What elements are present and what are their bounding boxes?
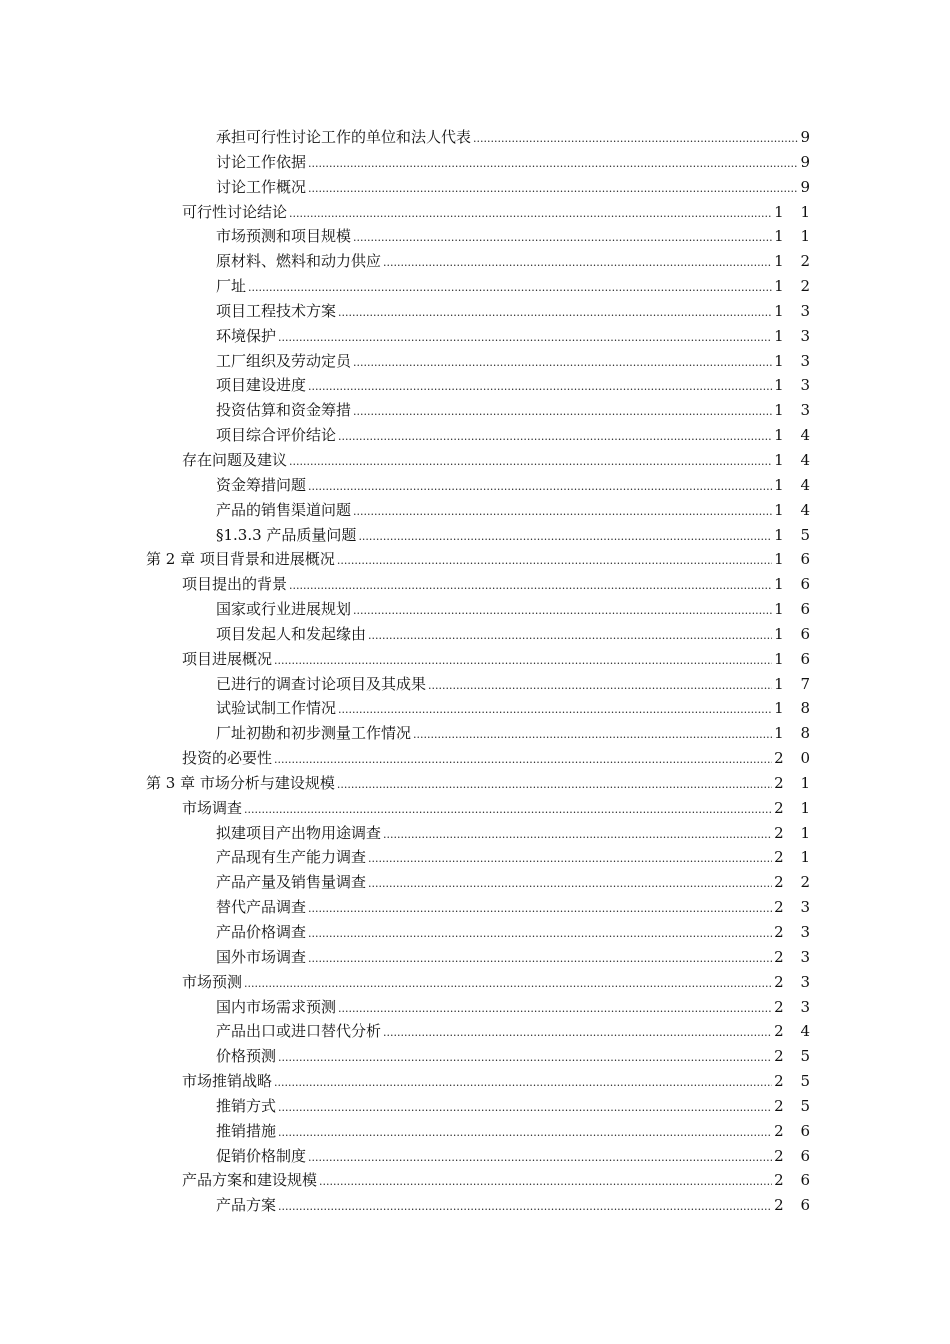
toc-entry-title: 项目发起人和发起缘由 xyxy=(216,624,367,643)
toc-entry-line xyxy=(216,473,816,500)
toc-entry[interactable] xyxy=(0,523,950,548)
toc-dot-leader xyxy=(278,1046,772,1071)
toc-entry-line xyxy=(216,349,816,376)
toc-entry-title: 厂址初勘和初步测量工作情况 xyxy=(216,724,412,743)
toc-dot-leader xyxy=(413,723,772,748)
toc-entry[interactable] xyxy=(0,696,950,721)
toc-entry-page-number: 1 2 xyxy=(774,277,816,296)
toc-entry-title: 价格预测 xyxy=(216,1047,277,1066)
toc-dot-leader xyxy=(338,997,772,1022)
toc-dot-leader xyxy=(319,1170,772,1195)
toc-entry-title: 项目综合评价结论 xyxy=(216,426,337,445)
toc-entry-line xyxy=(216,870,816,897)
toc-entry[interactable] xyxy=(0,821,950,846)
toc-entry-line xyxy=(216,696,816,723)
toc-entry-title: 项目提出的背景 xyxy=(182,575,288,594)
toc-entry-title: 产品方案 xyxy=(216,1196,277,1215)
toc-entry[interactable] xyxy=(0,150,950,175)
toc-entry-line xyxy=(216,498,816,525)
toc-dot-leader xyxy=(338,425,772,450)
toc-dot-leader xyxy=(308,922,772,947)
toc-entry[interactable] xyxy=(0,274,950,299)
toc-dot-leader xyxy=(353,400,772,425)
toc-entry-title: 原材料、燃料和动力供应 xyxy=(216,252,382,271)
toc-entry-line xyxy=(182,1069,816,1096)
toc-entry-title: 市场预测 xyxy=(182,972,243,991)
toc-entry[interactable] xyxy=(0,125,950,150)
toc-entry-title: 试验试制工作情况 xyxy=(216,699,337,718)
toc-entry[interactable] xyxy=(0,200,950,225)
toc-entry-title: 讨论工作依据 xyxy=(216,152,307,171)
toc-entry-title: 替代产品调查 xyxy=(216,898,307,917)
toc-entry-page-number: 1 6 xyxy=(774,649,816,668)
toc-entry-title: 项目工程技术方案 xyxy=(216,301,337,320)
toc-entry-page-number: 2 1 xyxy=(774,848,816,867)
toc-entry-line xyxy=(216,672,816,699)
toc-dot-leader xyxy=(289,202,772,227)
toc-entry-line xyxy=(182,1168,816,1195)
toc-entry[interactable] xyxy=(0,1044,950,1069)
toc-entry-page-number: 1 3 xyxy=(774,326,816,345)
toc-entry-title: 讨论工作概况 xyxy=(216,177,307,196)
toc-entry-line xyxy=(216,175,816,202)
toc-entry-title: 项目进展概况 xyxy=(182,649,273,668)
toc-entry-line xyxy=(146,547,816,574)
toc-dot-leader xyxy=(278,1096,772,1121)
toc-entry-line xyxy=(182,970,816,997)
toc-entry-line xyxy=(182,746,816,773)
toc-entry-title: 产品方案和建设规模 xyxy=(182,1171,318,1190)
toc-entry-page-number: 1 6 xyxy=(774,550,816,569)
toc-entry-page-number: 2 4 xyxy=(774,1022,816,1041)
toc-dot-leader xyxy=(368,847,772,872)
toc-entry-page-number: 9 xyxy=(800,152,816,171)
toc-dot-leader xyxy=(353,599,772,624)
toc-entry-line xyxy=(182,200,816,227)
toc-entry-page-number: 1 7 xyxy=(774,674,816,693)
toc-entry-line xyxy=(216,845,816,872)
toc-entry-title: 资金筹措问题 xyxy=(216,475,307,494)
toc-entry-line xyxy=(216,373,816,400)
toc-entry-page-number: 2 6 xyxy=(774,1196,816,1215)
toc-entry-line xyxy=(182,572,816,599)
toc-entry-title: 投资估算和资金筹措 xyxy=(216,401,352,420)
toc-entry-title: 国家或行业进展规划 xyxy=(216,600,352,619)
toc-entry[interactable] xyxy=(0,249,950,274)
toc-entry[interactable] xyxy=(0,920,950,945)
toc-entry-page-number: 1 4 xyxy=(774,450,816,469)
toc-entry-page-number: 1 1 xyxy=(774,227,816,246)
toc-entry[interactable] xyxy=(0,672,950,697)
toc-entry[interactable] xyxy=(0,746,950,771)
toc-entry-title: 促销价格制度 xyxy=(216,1146,307,1165)
toc-entry-page-number: 9 xyxy=(800,128,816,146)
toc-entry[interactable] xyxy=(0,448,950,473)
toc-entry[interactable] xyxy=(0,1069,950,1094)
toc-entry-line xyxy=(146,771,816,798)
toc-entry[interactable] xyxy=(0,1168,950,1193)
toc-entry-page-number: 2 6 xyxy=(774,1121,816,1140)
toc-entry-title: 厂址 xyxy=(216,277,247,296)
toc-dot-leader xyxy=(337,773,772,798)
toc-entry[interactable] xyxy=(0,845,950,870)
toc-entry[interactable] xyxy=(0,398,950,423)
toc-dot-leader xyxy=(248,276,772,301)
toc-entry-line xyxy=(216,299,816,326)
toc-entry-line xyxy=(216,125,816,152)
toc-entry[interactable] xyxy=(0,473,950,498)
toc-entry-title: 已进行的调查讨论项目及其成果 xyxy=(216,674,427,693)
toc-entry[interactable] xyxy=(0,423,950,448)
toc-dot-leader xyxy=(308,947,772,972)
toc-dot-leader xyxy=(289,574,772,599)
toc-entry-line xyxy=(216,895,816,922)
toc-entry-line xyxy=(216,523,816,550)
toc-entry-page-number: 2 1 xyxy=(774,823,816,842)
toc-entry[interactable] xyxy=(0,597,950,622)
toc-entry[interactable] xyxy=(0,647,950,672)
toc-entry[interactable] xyxy=(0,622,950,647)
toc-entry-page-number: 1 3 xyxy=(774,401,816,420)
toc-entry-line xyxy=(216,1193,816,1220)
toc-entry[interactable] xyxy=(0,324,950,349)
toc-entry-title: 产品出口或进口替代分析 xyxy=(216,1022,382,1041)
toc-entry[interactable] xyxy=(0,895,950,920)
toc-entry-page-number: 2 3 xyxy=(774,947,816,966)
toc-entry-page-number: 2 5 xyxy=(774,1047,816,1066)
toc-entry-page-number: 1 6 xyxy=(774,600,816,619)
toc-entry-title: 投资的必要性 xyxy=(182,749,273,768)
toc-dot-leader xyxy=(353,351,772,376)
toc-entry-title: 推销方式 xyxy=(216,1096,277,1115)
toc-dot-leader xyxy=(368,872,772,897)
toc-entry-line xyxy=(216,398,816,425)
toc-entry[interactable] xyxy=(0,1019,950,1044)
toc-dot-leader xyxy=(368,624,772,649)
toc-dot-leader xyxy=(308,375,772,400)
toc-entry-page-number: 2 3 xyxy=(774,898,816,917)
toc-entry-page-number: 2 3 xyxy=(774,972,816,991)
toc-entry[interactable] xyxy=(0,299,950,324)
toc-entry[interactable] xyxy=(0,945,950,970)
toc-dot-leader xyxy=(383,251,772,276)
toc-dot-leader xyxy=(278,1195,772,1220)
toc-entry-page-number: 2 2 xyxy=(774,873,816,892)
toc-entry-line xyxy=(216,1144,816,1171)
toc-entry-page-number: 2 3 xyxy=(774,923,816,941)
toc-entry-title: 存在问题及建议 xyxy=(182,450,288,469)
toc-entry-title: §1.3.3 产品质量问题 xyxy=(216,525,357,544)
toc-entry-page-number: 1 2 xyxy=(774,252,816,271)
toc-entry-title: 环境保护 xyxy=(216,326,277,345)
toc-dot-leader xyxy=(338,698,772,723)
toc-entry-line xyxy=(216,945,816,972)
toc-entry-line xyxy=(216,920,816,947)
toc-entry-title: 产品的销售渠道问题 xyxy=(216,500,352,519)
toc-entry-title: 第 2 章 项目背景和进展概况 xyxy=(146,550,335,569)
toc-dot-leader xyxy=(353,500,772,525)
toc-dot-leader xyxy=(308,152,798,177)
toc-entry-page-number: 1 3 xyxy=(774,376,816,395)
toc-entry-line xyxy=(216,249,816,276)
toc-entry-title: 市场推销战略 xyxy=(182,1072,273,1091)
toc-entry-title: 推销措施 xyxy=(216,1121,277,1140)
toc-entry[interactable] xyxy=(0,995,950,1020)
toc-entry-page-number: 2 5 xyxy=(774,1096,816,1115)
toc-entry-line xyxy=(216,324,816,351)
toc-entry-line xyxy=(216,995,816,1022)
toc-entry[interactable] xyxy=(0,498,950,523)
toc-entry-title: 拟建项目产出物用途调查 xyxy=(216,823,382,842)
toc-dot-leader xyxy=(383,823,772,848)
toc-entry-page-number: 1 8 xyxy=(774,699,816,718)
toc-entry-title: 国内市场需求预测 xyxy=(216,997,337,1016)
toc-dot-leader xyxy=(278,1121,772,1146)
toc-entry-page-number: 1 4 xyxy=(774,426,816,445)
toc-entry[interactable] xyxy=(0,721,950,746)
toc-entry-page-number: 1 4 xyxy=(774,500,816,519)
toc-entry-line xyxy=(216,423,816,450)
toc-entry-title: 承担可行性讨论工作的单位和法人代表 xyxy=(216,128,472,146)
toc-entry-page-number: 2 6 xyxy=(774,1171,816,1190)
toc-dot-leader xyxy=(289,450,772,475)
toc-entry-title: 可行性讨论结论 xyxy=(182,202,288,221)
toc-dot-leader xyxy=(308,897,772,922)
toc-entry[interactable] xyxy=(0,1144,950,1169)
toc-entry-line xyxy=(182,448,816,475)
toc-entry-page-number: 1 6 xyxy=(774,575,816,594)
toc-entry-line xyxy=(216,1119,816,1146)
toc-entry-page-number: 1 5 xyxy=(774,525,816,544)
table-of-contents xyxy=(0,125,950,1218)
toc-entry-page-number: 2 6 xyxy=(774,1146,816,1165)
toc-entry-line xyxy=(216,821,816,848)
toc-entry-title: 产品价格调查 xyxy=(216,923,307,941)
toc-entry-page-number: 1 1 xyxy=(774,202,816,221)
toc-entry-title: 市场调查 xyxy=(182,798,243,817)
toc-entry-title: 产品现有生产能力调查 xyxy=(216,848,367,867)
toc-entry-page-number: 2 0 xyxy=(774,749,816,768)
toc-entry-page-number: 2 3 xyxy=(774,997,816,1016)
toc-entry-page-number: 9 xyxy=(800,177,816,196)
toc-entry-page-number: 1 4 xyxy=(774,475,816,494)
toc-entry-page-number: 2 5 xyxy=(774,1072,816,1091)
toc-entry[interactable] xyxy=(0,796,950,821)
toc-entry-title: 国外市场调查 xyxy=(216,947,307,966)
toc-entry-line xyxy=(216,597,816,624)
toc-entry-line xyxy=(216,224,816,251)
toc-dot-leader xyxy=(274,748,772,773)
toc-dot-leader xyxy=(383,1021,772,1046)
toc-entry[interactable] xyxy=(0,224,950,249)
toc-dot-leader xyxy=(358,525,772,550)
toc-entry-line xyxy=(182,796,816,823)
toc-entry-line xyxy=(216,274,816,301)
toc-entry[interactable] xyxy=(0,1094,950,1119)
toc-entry-page-number: 2 1 xyxy=(774,773,816,792)
toc-entry-line xyxy=(216,622,816,649)
toc-entry-line xyxy=(216,1094,816,1121)
toc-entry-line xyxy=(216,1019,816,1046)
toc-entry-page-number: 1 8 xyxy=(774,724,816,743)
toc-entry-page-number: 1 6 xyxy=(774,624,816,643)
toc-entry-line xyxy=(216,721,816,748)
toc-entry[interactable] xyxy=(0,373,950,398)
toc-entry[interactable] xyxy=(0,970,950,995)
toc-dot-leader xyxy=(244,798,772,823)
toc-dot-leader xyxy=(308,177,798,202)
toc-dot-leader xyxy=(428,674,772,699)
toc-entry-title: 项目建设进度 xyxy=(216,376,307,395)
toc-dot-leader xyxy=(308,1146,772,1171)
toc-entry[interactable] xyxy=(0,547,950,572)
toc-entry[interactable] xyxy=(0,572,950,597)
toc-entry-page-number: 1 3 xyxy=(774,351,816,370)
toc-dot-leader xyxy=(274,649,772,674)
toc-entry-page-number: 1 3 xyxy=(774,301,816,320)
toc-entry[interactable] xyxy=(0,771,950,796)
toc-entry[interactable] xyxy=(0,1119,950,1144)
toc-entry-title: 第 3 章 市场分析与建设规模 xyxy=(146,773,335,792)
toc-entry[interactable] xyxy=(0,175,950,200)
toc-dot-leader xyxy=(353,226,772,251)
toc-entry-line xyxy=(182,647,816,674)
toc-entry-line xyxy=(216,1044,816,1071)
toc-entry-title: 产品产量及销售量调查 xyxy=(216,873,367,892)
toc-entry[interactable] xyxy=(0,1193,950,1218)
toc-entry[interactable] xyxy=(0,349,950,374)
toc-entry[interactable] xyxy=(0,870,950,895)
toc-dot-leader xyxy=(308,475,772,500)
toc-dot-leader xyxy=(278,326,772,351)
toc-dot-leader xyxy=(337,549,772,574)
toc-entry-line xyxy=(216,150,816,177)
toc-dot-leader xyxy=(244,972,772,997)
toc-entry-title: 市场预测和项目规模 xyxy=(216,227,352,246)
toc-dot-leader xyxy=(274,1071,772,1096)
toc-entry-title: 工厂组织及劳动定员 xyxy=(216,351,352,370)
toc-entry-page-number: 2 1 xyxy=(774,798,816,817)
toc-dot-leader xyxy=(473,127,798,152)
toc-dot-leader xyxy=(338,301,772,326)
